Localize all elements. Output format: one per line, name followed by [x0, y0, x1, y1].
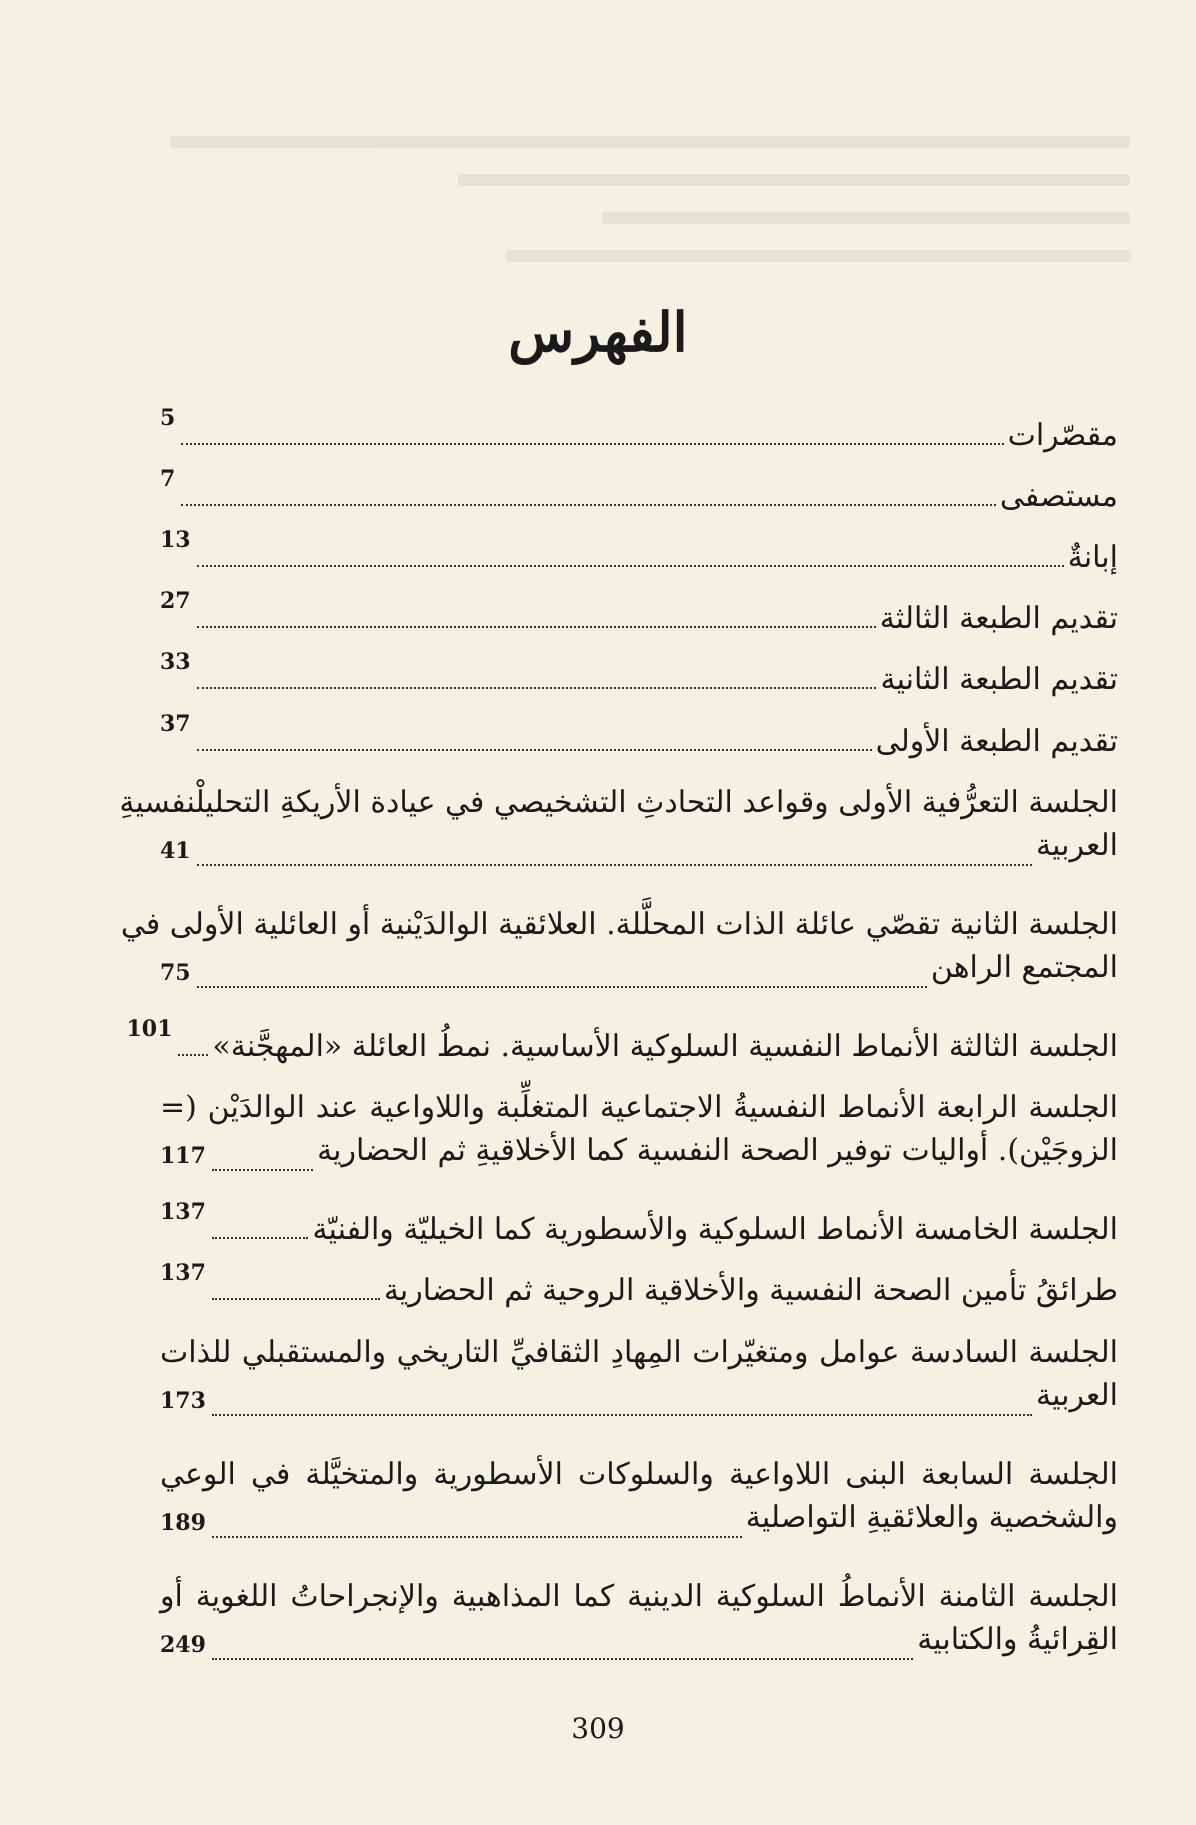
dot-leader: [197, 864, 1032, 866]
dot-leader: [197, 626, 876, 628]
toc-entry-text: طرائقُ تأمين الصحة النفسية والأخلاقية الروحية ثم الحضارية: [383, 1273, 1118, 1309]
toc-entry-text: العربية: [1036, 1377, 1118, 1413]
dot-leader: [212, 1536, 742, 1538]
toc-entry: [160, 1194, 1118, 1255]
toc-entry: [160, 1439, 1118, 1561]
toc-entry-text: الجلسة التعرُّفية الأولى وقواعد التحادثِ التشخيصي في عيادة الأريكةِ التحليلْنفسيةِ: [119, 784, 1118, 820]
table-of-contents: [119, 400, 1118, 1683]
toc-page-number: 7: [160, 466, 176, 493]
dot-leader: [197, 986, 927, 988]
toc-entry-text: الجلسة الثانية تقصّي عائلة الذات المحلَّلة. العلائقية الوالدَيْنية أو العائلية الأولى في: [120, 906, 1118, 942]
toc-entry-text: الجلسة الثامنة الأنماطُ السلوكية الدينية كما المذاهبية والإنجراحاتُ اللغوية أو: [160, 1578, 1118, 1614]
toc-entry: [160, 583, 1118, 644]
dot-leader: [197, 565, 1064, 567]
toc-entry: [160, 1072, 1118, 1194]
dot-leader: [197, 749, 872, 751]
toc-entry: [160, 1255, 1118, 1316]
toc-entry: [160, 461, 1118, 522]
toc-entry-text: الجلسة الرابعة الأنماط النفسيةُ الاجتماعية المتغلِّبة واللاواعية عند الوالدَيْن (=: [160, 1090, 1118, 1126]
dot-leader: [181, 443, 1003, 445]
toc-entry: [160, 705, 1118, 766]
toc-entry: [160, 644, 1118, 705]
dot-leader: [212, 1658, 913, 1660]
toc-entry-text: تقديم الطبعة الثانية: [880, 662, 1118, 698]
toc-entry-text: الزوجَيْن). أواليات توفير الصحة النفسية كما الأخلاقيةِ ثم الحضارية: [317, 1133, 1118, 1169]
toc-page-number: 37: [160, 710, 191, 737]
toc-entry: [160, 400, 1118, 461]
toc-entry: [160, 1561, 1118, 1683]
toc-entry: [160, 522, 1118, 583]
toc-page-number: 33: [160, 649, 191, 676]
toc-entry: [126, 1011, 1118, 1072]
toc-entry-text: إبانةٌ: [1067, 540, 1118, 576]
toc-page-number: 173: [160, 1387, 206, 1414]
toc-page-number: 27: [160, 588, 191, 615]
toc-entry-text: الجلسة الخامسة الأنماط السلوكية والأسطورية كما الخيليّة والفنيّة: [312, 1212, 1118, 1248]
dot-leader: [212, 1237, 309, 1239]
toc-entry-text: مستصفى: [999, 479, 1118, 515]
toc-page-number: 75: [160, 959, 191, 986]
page-title: الفهرس: [508, 300, 688, 364]
toc-entry-text: تقديم الطبعة الأولى: [875, 723, 1118, 759]
toc-entry: [120, 889, 1118, 1011]
dot-leader: [197, 687, 877, 689]
toc-entry-text: الجلسة الثالثة الأنماط النفسية السلوكية الأساسية. نمطُ العائلة «المهجَّنة»: [212, 1029, 1118, 1065]
toc-entry-text: والشخصية والعلائقيةِ التواصلية: [745, 1499, 1118, 1535]
toc-entry-text: تقديم الطبعة الثالثة: [879, 601, 1118, 637]
toc-page-number: 41: [160, 837, 191, 864]
toc-entry-text: العربية: [1036, 827, 1118, 863]
toc-entry-text: مقصّرات: [1007, 418, 1118, 454]
toc-entry: [119, 767, 1118, 889]
dot-leader: [212, 1298, 380, 1300]
dot-leader: [178, 1054, 208, 1056]
toc-page-number: 137: [160, 1199, 206, 1226]
dot-leader: [181, 504, 996, 506]
toc-page-number: 13: [160, 527, 191, 554]
toc-page-number: 137: [160, 1260, 206, 1287]
toc-entry-text: القِرائيةُ والكتابية: [917, 1621, 1118, 1657]
toc-page-number: 189: [160, 1509, 206, 1536]
toc-page-number: 117: [160, 1143, 206, 1170]
dot-leader: [212, 1169, 313, 1171]
toc-page-number: 5: [160, 405, 176, 432]
toc-page-number: 249: [160, 1631, 206, 1658]
dot-leader: [212, 1414, 1032, 1416]
toc-entry-text: المجتمع الراهن: [930, 949, 1118, 985]
page-number: 309: [571, 1712, 625, 1745]
toc-entry: [160, 1316, 1118, 1438]
toc-entry-text: الجلسة السابعة البنى اللاواعية والسلوكات الأسطورية والمتخيَّلة في الوعي: [160, 1456, 1118, 1492]
toc-entry-text: الجلسة السادسة عوامل ومتغيّرات المِهادِ الثقافيِّ التاريخي والمستقبلي للذات: [160, 1334, 1118, 1370]
toc-page-number: 101: [126, 1016, 173, 1043]
